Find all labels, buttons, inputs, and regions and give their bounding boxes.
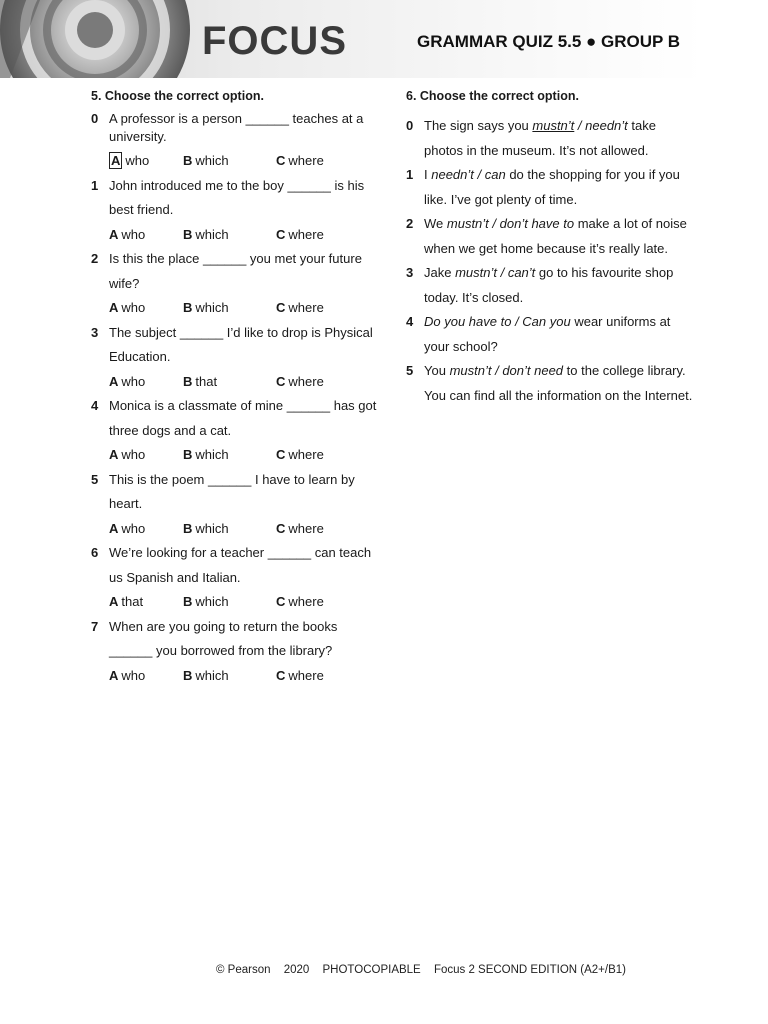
question-text: Is this the place ______ you met your future wife? <box>109 251 362 291</box>
question <box>91 394 381 443</box>
option-separator: / <box>574 118 586 133</box>
option-letter: A <box>109 300 119 315</box>
option-text: where <box>288 667 324 683</box>
section-5-questions <box>91 110 381 688</box>
sentence-start: We <box>424 216 447 231</box>
option-letter: A <box>109 667 119 683</box>
option-letter: B <box>183 153 193 168</box>
option-text: where <box>288 373 324 389</box>
option-1[interactable]: mustn’t <box>532 118 575 133</box>
question-item <box>91 247 381 321</box>
page-header <box>0 0 704 78</box>
question-item <box>91 541 381 615</box>
option-text: who <box>121 226 146 242</box>
question-text <box>424 310 696 359</box>
sentence-end: make a lot of noise when we get home because it’s really late. <box>424 216 687 256</box>
question-text: The subject ______ I’d like to drop is Physical Education. <box>109 324 373 364</box>
option-text: which <box>195 300 229 315</box>
option-1[interactable]: mustn’t <box>455 265 497 280</box>
option-letter: A <box>109 594 119 609</box>
answer-options <box>91 223 381 248</box>
answer-option-b[interactable] <box>183 443 276 468</box>
quiz-title: GRAMMAR QUIZ 5.5 ● GROUP B <box>417 32 681 51</box>
option-2[interactable]: don’t have to <box>499 216 575 231</box>
answer-options <box>91 296 381 321</box>
focus-logo: FOCUS <box>202 19 347 63</box>
option-letter: B <box>183 300 193 315</box>
option-text: which <box>195 594 229 609</box>
question-item <box>91 321 381 395</box>
question-number: 4 <box>406 314 414 329</box>
option-2[interactable]: needn’t <box>585 118 628 133</box>
question-text: Monica is a classmate of mine ______ has got three dogs and a cat. <box>109 398 377 438</box>
question-item <box>91 468 381 542</box>
focus-disc-graphic <box>0 0 200 78</box>
answer-option-c[interactable] <box>276 664 366 689</box>
answer-option-a[interactable] <box>109 664 183 689</box>
question-number: 3 <box>406 265 414 280</box>
option-text: where <box>288 447 324 462</box>
sentence-start: You <box>424 363 450 378</box>
answer-option-b[interactable] <box>183 664 276 689</box>
question <box>91 247 381 296</box>
question-item <box>91 615 381 689</box>
question-number: 6 <box>91 545 99 560</box>
page-footer <box>216 964 636 976</box>
answer-option-a[interactable] <box>109 149 183 174</box>
option-letter: C <box>276 300 286 315</box>
option-text: that <box>195 373 218 389</box>
answer-option-b[interactable] <box>183 370 276 395</box>
sentence-end: wear uniforms at your school? <box>424 314 671 354</box>
option-letter: C <box>276 594 286 609</box>
option-separator: / <box>491 363 503 378</box>
question-item <box>91 110 381 174</box>
section-6 <box>406 88 696 408</box>
option-letter: B <box>183 667 193 683</box>
answer-option-b[interactable] <box>183 296 276 321</box>
option-text: where <box>288 300 324 315</box>
question-item <box>406 212 696 261</box>
option-text: which <box>195 667 229 683</box>
option-letter: C <box>276 667 286 683</box>
option-text: who <box>121 447 146 462</box>
question <box>91 174 381 223</box>
option-2[interactable]: Can you <box>522 314 571 329</box>
question-text <box>424 163 696 212</box>
section-6-title: 6. Choose the correct option. <box>406 89 579 103</box>
option-text: which <box>195 153 229 168</box>
option-letter: A <box>109 226 119 242</box>
sentence-end: go to his favourite shop today. It’s closed. <box>424 265 674 305</box>
option-letter: B <box>183 226 193 242</box>
option-letter: B <box>183 520 193 536</box>
answer-option-b[interactable] <box>183 517 276 542</box>
question-number: 1 <box>91 177 99 193</box>
footer-copyright: © Pearson <box>216 964 271 976</box>
answer-option-b[interactable] <box>183 590 276 615</box>
question-number: 2 <box>406 216 414 231</box>
option-letter: C <box>276 520 286 536</box>
option-letter: C <box>276 447 286 462</box>
question-number: 5 <box>91 471 99 487</box>
option-separator: / <box>488 216 500 231</box>
option-letter: A <box>109 447 119 462</box>
answer-option-a[interactable] <box>109 370 183 395</box>
question-item <box>406 310 696 359</box>
question-text <box>424 114 696 163</box>
question <box>91 468 381 517</box>
answer-option-c[interactable] <box>276 149 366 174</box>
question-number: 3 <box>91 324 99 340</box>
question-item <box>91 174 381 248</box>
answer-options <box>91 517 381 542</box>
question-number: 4 <box>91 398 99 413</box>
sentence-end: do the shopping for you if you like. I’ve got plenty of time. <box>424 167 680 207</box>
answer-options <box>91 664 381 689</box>
question-item <box>406 163 696 212</box>
question-item <box>406 359 696 408</box>
answer-option-c[interactable] <box>276 296 366 321</box>
option-text: who <box>121 373 146 389</box>
question-number: 1 <box>406 167 414 182</box>
option-separator: / <box>496 265 508 280</box>
sentence-start: I <box>424 167 432 182</box>
footer-edition: Focus 2 SECOND EDITION (A2+/B1) <box>433 964 626 976</box>
answer-option-a[interactable] <box>109 223 183 248</box>
sentence-start: The sign says you <box>424 118 533 133</box>
option-text: where <box>288 594 324 609</box>
option-letter: A <box>109 373 119 389</box>
sentence-end: take photos in the museum. It’s not allowed. <box>424 118 656 158</box>
question-number: 0 <box>406 118 414 133</box>
option-letter: C <box>276 153 286 168</box>
option-text: who <box>121 520 146 536</box>
option-text: which <box>195 226 229 242</box>
option-letter: C <box>276 226 286 242</box>
answer-options <box>91 370 381 395</box>
question <box>91 541 381 590</box>
answer-option-c[interactable] <box>276 517 366 542</box>
question-text <box>424 212 696 261</box>
option-text: where <box>288 153 324 168</box>
answer-option-c[interactable] <box>276 590 366 615</box>
question-text: This is the poem ______ I have to learn by heart. <box>109 471 355 511</box>
question-number: 7 <box>91 618 99 634</box>
option-2[interactable]: don’t need <box>502 363 564 378</box>
answer-option-a[interactable] <box>109 590 183 615</box>
option-text: that <box>121 594 144 609</box>
option-text: where <box>288 520 324 536</box>
option-1[interactable]: Do you have to <box>424 314 512 329</box>
answer-options <box>91 149 381 174</box>
question-text <box>424 359 696 408</box>
answer-option-a[interactable] <box>109 443 183 468</box>
option-separator: / <box>511 314 523 329</box>
answer-options <box>91 590 381 615</box>
option-1[interactable]: mustn’t <box>446 216 489 231</box>
footer-year: 2020 <box>283 964 310 976</box>
option-text: who <box>121 667 146 683</box>
question-item <box>91 394 381 468</box>
question-text: John introduced me to the boy ______ is his best friend. <box>109 177 365 217</box>
question-number: 0 <box>91 111 99 126</box>
section-5 <box>91 88 381 688</box>
question <box>91 615 381 664</box>
question-number: 2 <box>91 251 99 266</box>
option-2[interactable]: can <box>484 167 506 182</box>
section-6-questions <box>406 114 696 408</box>
section-5-title: 5. Choose the correct option. <box>91 89 264 103</box>
answer-option-c[interactable] <box>276 370 366 395</box>
option-letter: B <box>183 447 193 462</box>
question-text: When are you going to return the books ______ you borrowed from the library? <box>109 618 338 658</box>
answer-options <box>91 443 381 468</box>
option-text: where <box>288 226 324 242</box>
option-1[interactable]: needn’t <box>431 167 474 182</box>
option-letter: B <box>183 594 193 609</box>
question-number: 5 <box>406 363 414 378</box>
footer-photocopiable: PHOTOCOPIABLE <box>322 964 421 976</box>
option-text: which <box>195 447 229 462</box>
question <box>91 110 381 146</box>
option-letter: A <box>109 520 119 536</box>
option-text: who <box>125 153 150 168</box>
option-text: who <box>121 300 146 315</box>
answer-option-a[interactable] <box>109 296 183 321</box>
question-text: We’re looking for a teacher ______ can teach us Spanish and Italian. <box>109 545 372 585</box>
answer-option-a[interactable] <box>109 517 183 542</box>
option-1[interactable]: mustn’t <box>449 363 492 378</box>
sentence-start: Jake <box>424 265 456 280</box>
question-text: A professor is a person ______ teaches at a university. <box>109 111 364 144</box>
option-letter: A <box>111 153 121 168</box>
answer-option-b[interactable] <box>183 223 276 248</box>
option-text: which <box>195 520 229 536</box>
question-text <box>424 261 696 310</box>
answer-option-b[interactable] <box>183 149 276 174</box>
option-letter: C <box>276 373 286 389</box>
question-item <box>406 261 696 310</box>
option-2[interactable]: can’t <box>507 265 536 280</box>
option-separator: / <box>473 167 485 182</box>
option-letter: B <box>183 373 193 389</box>
question <box>91 321 381 370</box>
answer-option-c[interactable] <box>276 443 366 468</box>
question-item <box>406 114 696 163</box>
answer-option-c[interactable] <box>276 223 366 248</box>
sentence-end: to the college library. You can find all the information on the Internet. <box>424 363 693 403</box>
